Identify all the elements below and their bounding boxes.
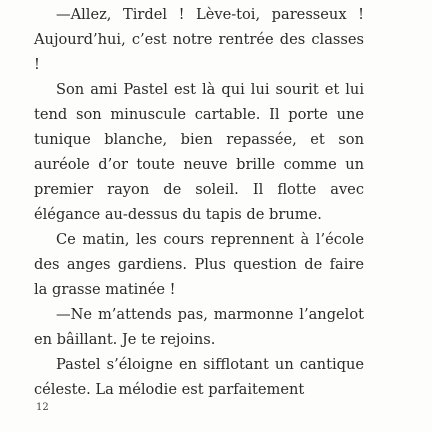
paragraph-5: Pastel s’éloigne en sifflotant un cantique céleste. La mélodie est parfaitement: [34, 356, 364, 398]
paragraph-4: —Ne m’attends pas, marmonne l’angelot en bâillant. Je te rejoins.: [34, 306, 364, 348]
page-text: [34, 2, 364, 402]
page-number: 12: [36, 402, 49, 413]
paragraph-1: —Allez, Tirdel ! Lève-toi, paresseux ! Aujourd’hui, c’est notre rentrée des classes !: [34, 6, 364, 73]
paragraph-3: Ce matin, les cours reprennent à l’école des anges gardiens. Plus question de faire la grasse matinée !: [34, 231, 364, 298]
paragraph-2: Son ami Pastel est là qui lui sourit et lui tend son minuscule cartable. Il porte une tunique blanche, bien repassée, et son auréole d’or toute neuve brille comme un premier rayon de soleil. Il flotte avec élégance au-dessus du tapis de brume.: [34, 81, 364, 223]
